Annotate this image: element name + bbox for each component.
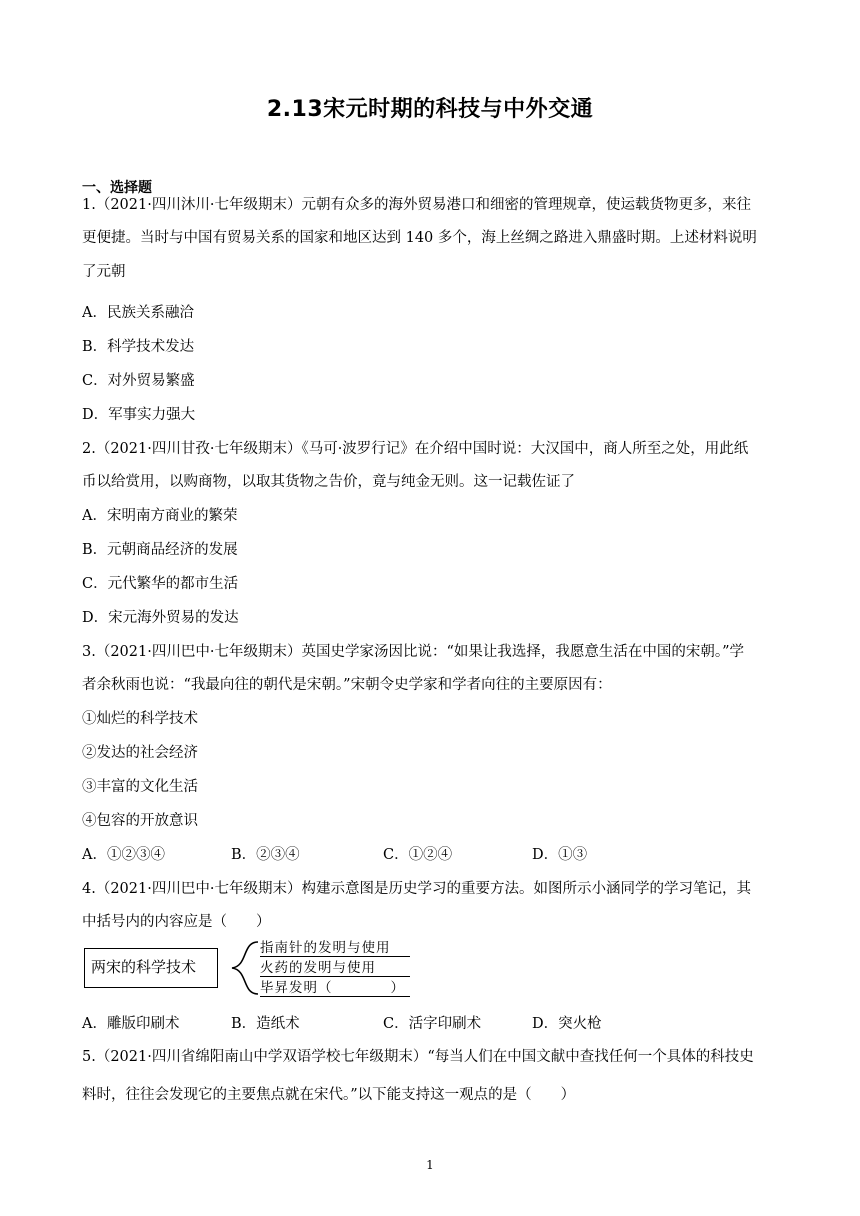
- q1-option-d: D．军事实力强大: [82, 407, 196, 423]
- q2-option-c: C．元代繁华的都市生活: [82, 576, 239, 592]
- q3-item-2: ②发达的社会经济: [82, 745, 198, 761]
- q3-line-1: 3.（2021·四川巴中·七年级期末）英国史学家汤因比说：“如果让我选择，我愿意生活在中国的宋朝。”学: [82, 644, 745, 660]
- q4-option-b: B．造纸术: [231, 1016, 300, 1032]
- q3-item-3: ③丰富的文化生活: [82, 779, 198, 795]
- q4-option-a: A．雕版印刷术: [82, 1016, 180, 1032]
- q1-line-1: 1.（2021·四川沐川·七年级期末）元朝有众多的海外贸易港口和细密的管理规章，使运载货物更多，来往: [82, 197, 751, 213]
- diagram-branch-bisheng: 毕昇发明（ ）: [260, 980, 410, 997]
- q2-line-1: 2.（2021·四川甘孜·七年级期末）《马可·波罗行记》在介绍中国时说：大汉国中，商人所至之处，用此纸: [82, 441, 749, 457]
- q3-option-d: D．①③: [532, 847, 588, 863]
- page-number: 1: [426, 1158, 434, 1172]
- q1-line-3: 了元朝: [82, 264, 126, 280]
- q5-line-1: 5.（2021·四川省绵阳南山中学双语学校七年级期末）“每当人们在中国文献中查找任何一个具体的科技史: [82, 1049, 754, 1065]
- q1-option-c: C．对外贸易繁盛: [82, 373, 195, 389]
- study-notes-diagram: [82, 938, 422, 998]
- q4-option-c: C．活字印刷术: [383, 1016, 482, 1032]
- q3-item-1: ①灿烂的科学技术: [82, 711, 198, 727]
- page-title: 2.13宋元时期的科技与中外交通: [266, 97, 594, 122]
- q1-option-a: A．民族关系融洽: [82, 305, 194, 321]
- q2-option-d: D．宋元海外贸易的发达: [82, 610, 239, 626]
- q1-option-b: B．科学技术发达: [82, 339, 195, 355]
- q4-line-2: 中括号内的内容应是（ ）: [82, 914, 271, 930]
- q3-option-c: C．①②④: [383, 847, 453, 863]
- diagram-main-box: 两宋的科学技术: [84, 948, 218, 988]
- q3-item-4: ④包容的开放意识: [82, 813, 198, 829]
- q3-line-2: 者余秋雨也说：“我最向往的朝代是宋朝。”宋朝令史学家和学者向往的主要原因有：: [82, 677, 612, 693]
- diagram-branch-compass: 指南针的发明与使用: [260, 940, 410, 957]
- q4-option-d: D．突火枪: [532, 1016, 602, 1032]
- q3-option-a: A．①②③④: [82, 847, 165, 863]
- q4-line-1: 4.（2021·四川巴中·七年级期末）构建示意图是历史学习的重要方法。如图所示小涵同学的学习笔记，其: [82, 881, 751, 897]
- section-heading: 一、选择题: [82, 180, 152, 196]
- diagram-branch-gunpowder: 火药的发明与使用: [260, 960, 410, 977]
- q1-line-2: 更便捷。当时与中国有贸易关系的国家和地区达到 140 多个，海上丝绸之路进入鼎盛时期。上述材料说明: [82, 230, 757, 246]
- q2-option-a: A．宋明南方商业的繁荣: [82, 508, 238, 524]
- q2-line-2: 币以给赏用，以购商物，以取其货物之告价，竟与纯金无则。这一记载佐证了: [82, 474, 575, 490]
- q5-line-2: 料时，往往会发现它的主要焦点就在宋代。”以下能支持这一观点的是（ ）: [82, 1087, 576, 1103]
- q2-option-b: B．元朝商品经济的发展: [82, 542, 238, 558]
- q3-option-b: B．②③④: [231, 847, 300, 863]
